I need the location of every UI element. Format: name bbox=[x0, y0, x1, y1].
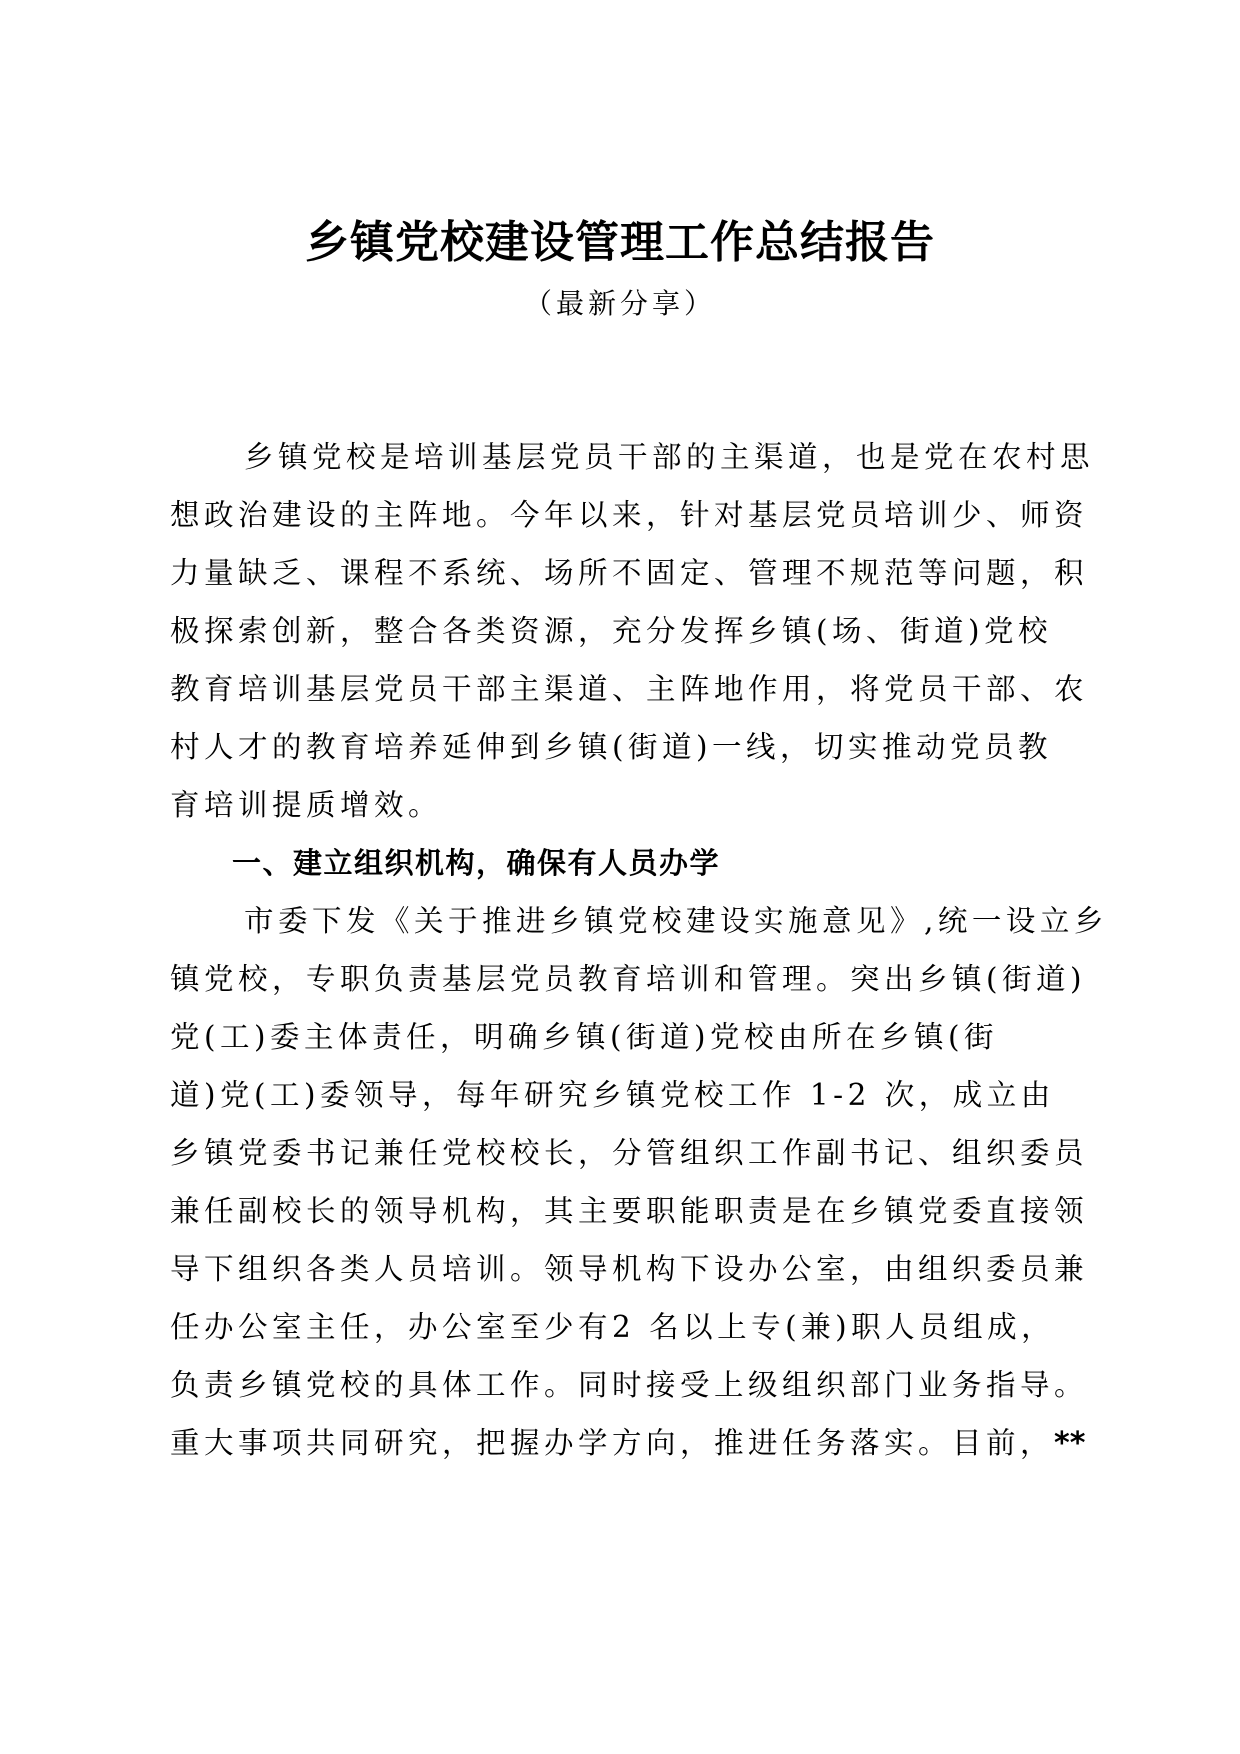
text-line: 想政治建设的主阵地。今年以来，针对基层党员培训少、师资 bbox=[170, 498, 1089, 532]
document-title: 乡镇党校建设管理工作总结报告 bbox=[305, 217, 935, 268]
text-line: 村人才的教育培养延伸到乡镇(街道)一线，切实推动党员教 bbox=[170, 730, 1053, 764]
document-body bbox=[170, 428, 1108, 1472]
text-line: 道)党(工)委领导，每年研究乡镇党校工作 1-2 次，成立由 bbox=[170, 1078, 1055, 1112]
paragraph-intro bbox=[170, 428, 1095, 834]
paragraph-section-one bbox=[170, 892, 1108, 1472]
text-line: 导下组织各类人员培训。领导机构下设办公室，由组织委员兼 bbox=[170, 1252, 1089, 1286]
text-line: 教育培训基层党员干部主渠道、主阵地作用，将党员干部、农 bbox=[170, 672, 1089, 706]
text-line: 力量缺乏、课程不系统、场所不固定、管理不规范等问题，积 bbox=[170, 556, 1089, 590]
text-line: 市委下发《关于推进乡镇党校建设实施意见》,统一设立乡 bbox=[244, 904, 1108, 938]
heading-text: 一、建立组织机构，确保有人员办学 bbox=[232, 846, 721, 880]
text-line: 极探索创新，整合各类资源，充分发挥乡镇(场、街道)党校 bbox=[170, 614, 1053, 648]
text-line: 负责乡镇党校的具体工作。同时接受上级组织部门业务指导。 bbox=[170, 1368, 1089, 1402]
text-line-last bbox=[170, 1414, 1086, 1472]
text-line-content: 重大事项共同研究，把握办学方向，推进任务落实。目前， bbox=[170, 1426, 1055, 1460]
document-subtitle: （最新分享） bbox=[523, 287, 716, 320]
text-line: 育培训提质增效。 bbox=[170, 788, 443, 822]
text-line: 乡镇党校是培训基层党员干部的主渠道，也是党在农村思 bbox=[244, 440, 1095, 474]
text-line: 任办公室主任，办公室至少有2 名以上专(兼)职人员组成， bbox=[170, 1310, 1056, 1344]
trailing-mark: ** bbox=[1054, 1426, 1086, 1461]
text-line: 镇党校，专职负责基层党员教育培训和管理。突出乡镇(街道) bbox=[170, 962, 1087, 996]
text-line: 乡镇党委书记兼任党校校长，分管组织工作副书记、组织委员 bbox=[170, 1136, 1089, 1170]
text-line: 党(工)委主体责任，明确乡镇(街道)党校由所在乡镇(街 bbox=[170, 1020, 999, 1054]
section-heading bbox=[170, 834, 1070, 892]
text-line: 兼任副校长的领导机构，其主要职能职责是在乡镇党委直接领 bbox=[170, 1194, 1089, 1228]
